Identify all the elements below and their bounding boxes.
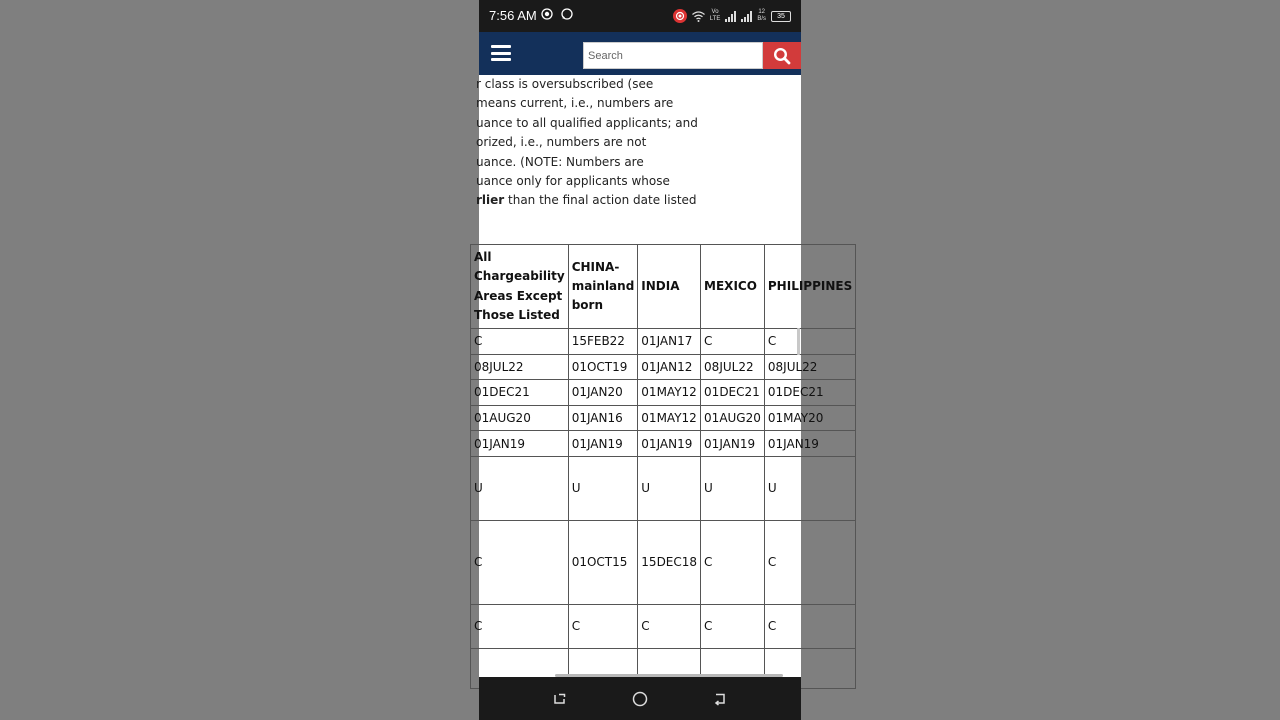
search-button[interactable]	[763, 42, 801, 69]
paragraph-text: than the final action date listed	[504, 193, 697, 208]
table-cell: C	[701, 604, 765, 648]
table-cell: 01JAN19	[638, 431, 701, 457]
table-row	[471, 380, 856, 406]
net-speed-unit: B/s	[757, 16, 766, 22]
table-cell: 01JAN19	[471, 431, 569, 457]
table-cell: 01JAN19	[701, 431, 765, 457]
phone-screen	[474, 0, 853, 720]
table-cell: U	[701, 456, 765, 520]
table-cell: U	[638, 456, 701, 520]
table-row	[471, 405, 856, 431]
recording-indicator-icon	[673, 9, 687, 23]
table-cell: C	[568, 604, 638, 648]
col-header-mexico: MEXICO	[701, 245, 765, 329]
table-row	[471, 431, 856, 457]
recent-apps-icon[interactable]	[551, 690, 569, 708]
battery-icon: 35	[771, 11, 791, 22]
table-cell: 01JAN12	[638, 354, 701, 380]
visa-bulletin-table	[470, 244, 856, 689]
paragraph-line: uance only for applicants whose	[476, 174, 670, 189]
signal-icon	[725, 11, 736, 22]
table-cell: 01MAY12	[638, 405, 701, 431]
status-time: 7:56 AM	[489, 8, 537, 23]
table-cell: U	[764, 456, 855, 520]
paragraph-line: r class is oversubscribed (see	[476, 77, 654, 91]
android-nav-bar	[479, 677, 801, 720]
page-content	[474, 75, 853, 677]
search-input[interactable]	[583, 42, 763, 69]
col-header-philippines: PHILIPPINES	[764, 245, 855, 329]
explanatory-paragraph	[476, 75, 806, 211]
table-cell: 01JAN19	[764, 431, 855, 457]
table-cell: C	[638, 604, 701, 648]
table-cell: C	[701, 329, 765, 355]
table-cell: 08JUL22	[701, 354, 765, 380]
table-cell: U	[568, 456, 638, 520]
table-cell: 15FEB22	[568, 329, 638, 355]
col-header-all-chargeability: All Chargeability Areas Except Those Listed	[471, 245, 569, 329]
table-row	[471, 604, 856, 648]
table-cell: C	[764, 604, 855, 648]
back-icon[interactable]	[711, 690, 729, 708]
volte-bottom: LTE	[709, 16, 721, 22]
table-cell: 01MAY12	[638, 380, 701, 406]
table-cell: 08JUL22	[471, 354, 569, 380]
site-header	[479, 32, 801, 75]
table-cell: C	[701, 520, 765, 604]
hamburger-menu-icon[interactable]	[491, 45, 511, 61]
net-speed-value: 12	[758, 9, 765, 15]
vertical-scrollbar[interactable]	[797, 328, 800, 355]
table-cell: 01JAN17	[638, 329, 701, 355]
table-cell: U	[471, 456, 569, 520]
screen-record-icon	[541, 8, 553, 20]
table-cell: 01AUG20	[701, 405, 765, 431]
table-header-row	[471, 245, 856, 329]
paragraph-line: uance to all qualified applicants; and	[476, 115, 698, 130]
col-header-china: CHINA- mainland born	[568, 245, 638, 329]
table-cell: 01JAN20	[568, 380, 638, 406]
table-cell: 01AUG20	[471, 405, 569, 431]
paragraph-line-last	[476, 191, 806, 210]
volte-top: Vo	[711, 9, 719, 15]
table-cell: C	[471, 604, 569, 648]
table-cell: 01OCT15	[568, 520, 638, 604]
search-icon	[773, 47, 791, 65]
status-bar	[479, 0, 801, 32]
paragraph-line: orized, i.e., numbers are not	[476, 135, 647, 150]
col-header-india: INDIA	[638, 245, 701, 329]
table-cell: 01JAN19	[568, 431, 638, 457]
table-cell: 01DEC21	[764, 380, 855, 406]
table-cell: C	[764, 329, 855, 355]
table-cell: C	[764, 520, 855, 604]
table-cell: 01DEC21	[701, 380, 765, 406]
bold-text: rlier	[476, 193, 505, 208]
table-row	[471, 456, 856, 520]
home-icon[interactable]	[631, 690, 649, 708]
table-cell: C	[471, 329, 569, 355]
table-cell: 08JUL22	[764, 354, 855, 380]
table-cell: 15DEC18	[638, 520, 701, 604]
net-speed	[757, 9, 766, 23]
table-cell: 01JAN16	[568, 405, 638, 431]
paragraph-line: means current, i.e., numbers are	[476, 96, 674, 111]
wifi-icon	[692, 11, 705, 22]
table-cell: 01OCT19	[568, 354, 638, 380]
table-row	[471, 354, 856, 380]
system-icons	[673, 7, 791, 25]
table-row	[471, 520, 856, 604]
paragraph-line: uance. (NOTE: Numbers are	[476, 154, 644, 169]
table-cell: 01DEC21	[471, 380, 569, 406]
whatsapp-icon	[561, 8, 573, 20]
signal-icon-2	[741, 11, 752, 22]
table-cell: 01MAY20	[764, 405, 855, 431]
volte-indicator	[710, 9, 721, 23]
table-cell: C	[471, 520, 569, 604]
